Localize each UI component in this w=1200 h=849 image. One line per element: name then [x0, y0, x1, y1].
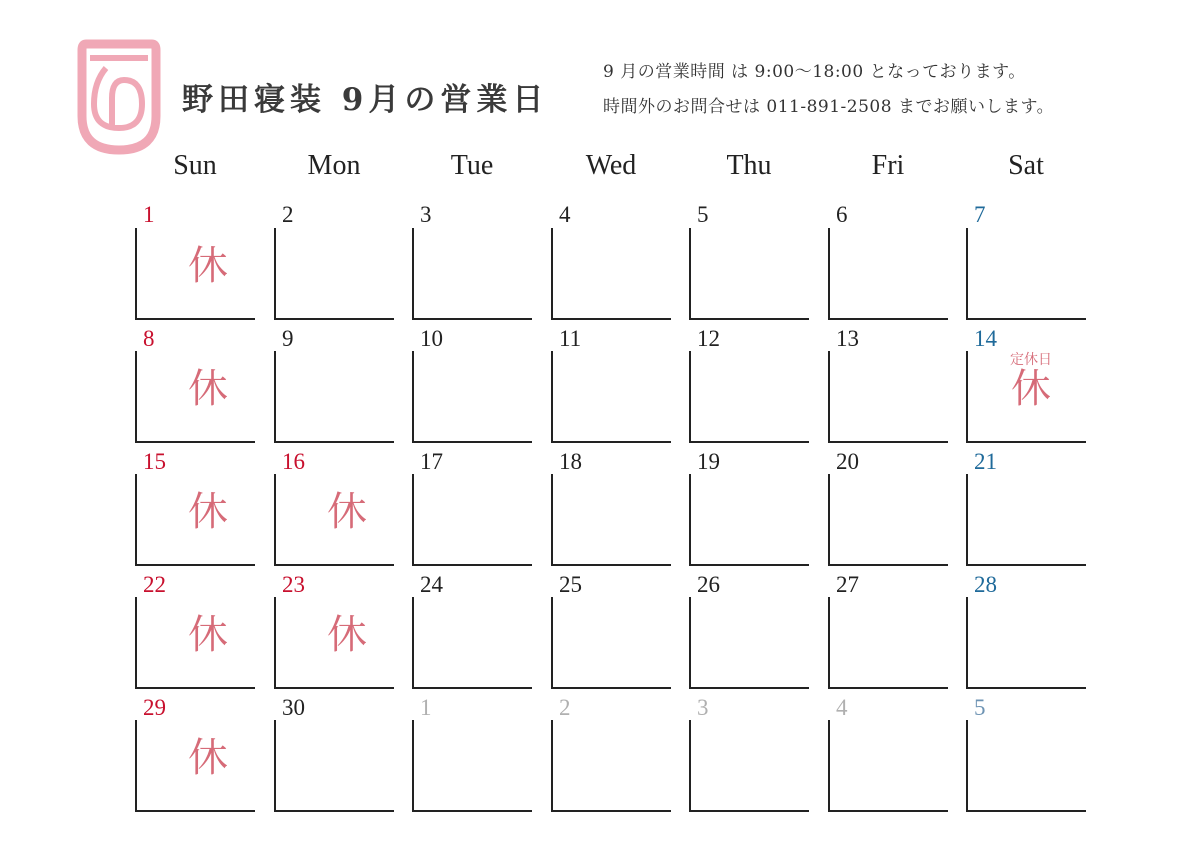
day-number: 23 [282, 572, 305, 597]
calendar-day-cell [689, 228, 809, 320]
day-number: 25 [559, 572, 582, 597]
calendar-day-cell [412, 597, 532, 689]
day-number: 10 [420, 326, 443, 351]
day-number: 13 [836, 326, 859, 351]
calendar-day-cell [966, 474, 1086, 566]
calendar-day-cell [274, 720, 394, 812]
day-number: 18 [559, 449, 582, 474]
day-number: 28 [974, 572, 997, 597]
closed-mark: 休 [188, 612, 228, 658]
day-number: 7 [974, 202, 986, 227]
day-number: 3 [697, 695, 709, 720]
weekday-thu: Thu [726, 150, 772, 181]
calendar-day-cell [274, 228, 394, 320]
weekday-fri: Fri [871, 150, 905, 181]
calendar-day-cell [551, 474, 671, 566]
calendar-day-cell [828, 720, 948, 812]
day-number: 24 [420, 572, 443, 597]
calendar-day-cell [689, 351, 809, 443]
calendar-day-cell [274, 351, 394, 443]
calendar-day-cell [551, 351, 671, 443]
contact-notice: 時間外のお問合せは 011-891-2508 までお願いします。 [603, 97, 1055, 117]
day-number: 29 [143, 695, 166, 720]
closed-mark: 休 [188, 243, 228, 289]
day-number: 5 [974, 695, 986, 720]
day-number: 11 [559, 326, 582, 351]
day-number: 3 [420, 202, 432, 227]
day-number: 26 [697, 572, 720, 597]
calendar-day-cell [966, 228, 1086, 320]
day-number: 21 [974, 449, 997, 474]
day-number: 12 [697, 326, 720, 351]
closed-mark: 休 [188, 735, 228, 781]
calendar-day-cell [551, 597, 671, 689]
calendar-day-cell [828, 474, 948, 566]
day-number: 6 [836, 202, 848, 227]
calendar-day-cell [412, 351, 532, 443]
day-number: 17 [420, 449, 443, 474]
day-number: 2 [282, 202, 294, 227]
business-hours-notice: 9 月の営業時間 は 9:00〜18:00 となっております。 [603, 62, 1026, 82]
weekday-wed: Wed [585, 150, 637, 181]
calendar-day-cell [828, 351, 948, 443]
closed-mark: 休 [188, 489, 228, 535]
day-number: 4 [559, 202, 571, 227]
day-number: 1 [143, 202, 155, 227]
weekday-tue: Tue [450, 150, 494, 181]
closed-mark: 休 [327, 489, 367, 535]
calendar-day-cell [966, 597, 1086, 689]
calendar-day-cell [689, 720, 809, 812]
calendar-day-cell [412, 228, 532, 320]
closed-mark: 休 [188, 366, 228, 412]
calendar-day-cell [551, 228, 671, 320]
day-number: 4 [836, 695, 848, 720]
day-number: 14 [974, 326, 997, 351]
day-number: 5 [697, 202, 709, 227]
regular-holiday-label: 定休日 [1010, 352, 1052, 368]
calendar-day-cell [828, 228, 948, 320]
calendar-day-cell [966, 720, 1086, 812]
day-number: 30 [282, 695, 305, 720]
day-number: 20 [836, 449, 859, 474]
weekday-sat: Sat [1008, 150, 1044, 181]
weekday-sun: Sun [173, 150, 217, 181]
day-number: 19 [697, 449, 720, 474]
calendar-day-cell [689, 474, 809, 566]
day-number: 15 [143, 449, 166, 474]
day-number: 16 [282, 449, 305, 474]
day-number: 1 [420, 695, 432, 720]
calendar-day-cell [551, 720, 671, 812]
calendar-day-cell [689, 597, 809, 689]
calendar-day-cell [412, 474, 532, 566]
calendar-day-cell [828, 597, 948, 689]
closed-mark: 休 [1011, 366, 1051, 412]
day-number: 8 [143, 326, 155, 351]
store-logo [76, 38, 162, 156]
day-number: 27 [836, 572, 859, 597]
calendar-day-cell [412, 720, 532, 812]
weekday-mon: Mon [307, 150, 361, 181]
day-number: 2 [559, 695, 571, 720]
page-title: 野田寝装 9月の営業日 [182, 82, 549, 118]
closed-mark: 休 [327, 612, 367, 658]
day-number: 9 [282, 326, 294, 351]
day-number: 22 [143, 572, 166, 597]
